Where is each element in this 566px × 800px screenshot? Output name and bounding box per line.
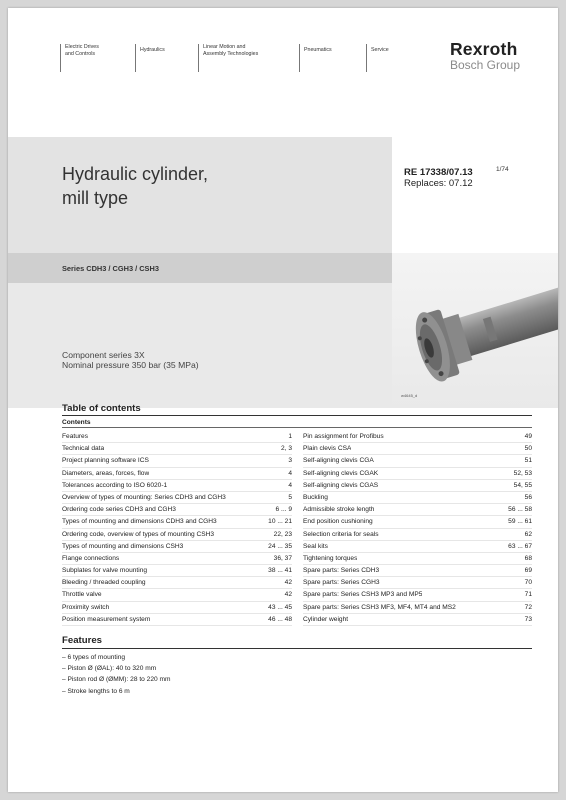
toc-page: 54, 55 (513, 481, 532, 489)
document-page (8, 8, 558, 792)
toc-title: Spare parts: Series CDH3 (303, 567, 380, 575)
title-line: Hydraulic cylinder, (62, 164, 209, 184)
nav-pneumatics[interactable] (299, 44, 366, 72)
toc-title: Cylinder weight (303, 615, 349, 623)
toc-page: 49 (524, 433, 532, 440)
toc-page: 1 (288, 433, 292, 440)
toc-title: Seal kits (303, 542, 328, 550)
toc-row[interactable] (303, 480, 532, 492)
toc-page: 51 (524, 457, 532, 465)
hydraulic-cylinder-image (392, 253, 558, 408)
toc-row[interactable] (62, 516, 292, 528)
toc-row[interactable] (62, 468, 292, 480)
toc-title: Proximity switch (62, 603, 110, 611)
component-series: Component series 3X (62, 350, 145, 360)
toc-page: 59 ... 61 (508, 518, 532, 526)
toc-page: 22, 23 (273, 530, 292, 538)
toc-page: 42 (284, 591, 292, 599)
toc-row[interactable] (303, 614, 532, 626)
nav-label: Linear Motion and (203, 44, 246, 50)
toc-row[interactable] (62, 492, 292, 504)
toc-page: 68 (524, 554, 532, 562)
nav-label: Pneumatics (304, 47, 332, 53)
toc-right-column (303, 431, 532, 626)
brand-logo (450, 39, 520, 72)
toc-page: 52, 53 (513, 469, 532, 477)
toc-page: 62 (524, 530, 532, 538)
nav-hydraulics[interactable] (135, 44, 198, 72)
toc-title: Admissible stroke length (303, 506, 375, 514)
nav-service[interactable] (366, 44, 411, 72)
toc-title: Diameters, areas, forces, flow (62, 469, 150, 477)
toc-row[interactable] (62, 614, 292, 626)
contents-label: Contents (62, 419, 91, 426)
features-list (62, 652, 170, 697)
feature-item: – Piston Ø (ØAL): 40 to 320 mm (62, 665, 157, 673)
toc-row[interactable] (62, 504, 292, 516)
feature-item: – 6 types of mounting (62, 654, 126, 661)
nav-label: and Controls (65, 50, 96, 57)
toc-title: Features (62, 433, 89, 440)
cylinder-photo (392, 253, 558, 408)
toc-page: 50 (524, 445, 532, 453)
series-label: Series CDH3 / CGH3 / CSH3 (62, 264, 159, 273)
toc-left-column (62, 431, 292, 626)
toc-title: Position measurement system (62, 615, 151, 623)
toc-row[interactable] (303, 565, 532, 577)
toc-page: 69 (524, 567, 532, 575)
toc-page: 2, 3 (281, 445, 292, 453)
toc-title: End position cushioning (303, 518, 373, 526)
toc-page: 36, 37 (273, 554, 292, 562)
toc-row[interactable] (303, 553, 532, 565)
toc-title: Self-aligning clevis CGAK (303, 469, 379, 477)
toc-page: 43 ... 45 (268, 603, 292, 611)
toc-heading: Table of contents (62, 403, 141, 414)
toc-row[interactable] (62, 589, 292, 601)
doc-number: RE 17338/07.13 (404, 167, 473, 178)
toc-row[interactable] (62, 602, 292, 614)
toc-row[interactable] (62, 565, 292, 577)
nav-label: Service (371, 47, 389, 53)
toc-row[interactable] (62, 529, 292, 541)
toc-row[interactable] (303, 443, 532, 455)
toc-page: 56 ... 58 (508, 506, 532, 514)
series-band (8, 253, 392, 283)
toc-title: Project planning software ICS (62, 457, 149, 465)
toc-row[interactable] (62, 480, 292, 492)
features-heading: Features (62, 635, 102, 646)
toc-page: 72 (524, 603, 532, 611)
component-band (8, 283, 392, 408)
photo-code: w4645_d (401, 393, 418, 398)
doc-replaces: Replaces: 07.12 (404, 177, 473, 189)
toc-page: 56 (524, 493, 532, 501)
toc-page: 63 ... 67 (508, 542, 532, 550)
divider (62, 427, 532, 428)
toc-title: Overview of types of mounting: Series CDH3 and CGH3 (62, 493, 226, 501)
feature-item: – Piston rod Ø (ØMM): 28 to 220 mm (62, 676, 171, 684)
toc-page: 46 ... 48 (268, 615, 292, 623)
toc-row[interactable] (62, 443, 292, 455)
toc-page: 24 ... 35 (268, 542, 292, 550)
toc-page: 6 ... 9 (275, 506, 292, 514)
toc-title: Tightening torques (303, 554, 358, 562)
toc-row[interactable] (303, 529, 532, 541)
toc-page: 70 (524, 579, 532, 587)
title-line: mill type (62, 188, 129, 209)
component-info (62, 351, 199, 371)
toc-row[interactable] (303, 602, 532, 614)
toc-page: 3 (288, 457, 292, 465)
brand-group: Bosch Group (449, 58, 520, 72)
toc-row[interactable] (62, 541, 292, 553)
toc-title: Self-aligning clevis CGAS (303, 481, 379, 489)
toc-title: Throttle valve (62, 591, 102, 599)
divider (62, 415, 532, 416)
toc-title: Spare parts: Series CGH3 (303, 579, 380, 587)
toc-row[interactable] (62, 577, 292, 589)
nav-linear-motion[interactable] (198, 44, 299, 72)
toc-row[interactable] (303, 492, 532, 504)
page-number: 1/74 (496, 166, 509, 173)
toc-title: Plain clevis CSA (303, 445, 352, 453)
feature-item: – Stroke lengths to 6 m (62, 687, 130, 695)
document-title (62, 162, 208, 211)
toc-row[interactable] (303, 541, 532, 553)
toc-title: Types of mounting and dimensions CDH3 and CGH3 (62, 518, 217, 526)
toc-title: Bleeding / threaded coupling (62, 579, 146, 587)
toc-page: 38 ... 41 (268, 567, 292, 575)
toc-row[interactable] (303, 455, 532, 467)
toc-title: Types of mounting and dimensions CSH3 (62, 542, 184, 550)
toc-title: Pin assignment for Profibus (303, 433, 384, 440)
toc-row[interactable] (303, 504, 532, 516)
toc-page: 4 (288, 469, 292, 477)
toc-row[interactable] (62, 431, 292, 443)
toc-row[interactable] (303, 468, 532, 480)
toc-title: Spare parts: Series CSH3 MF3, MF4, MT4 and MS2 (303, 603, 456, 611)
toc-row[interactable] (62, 455, 292, 467)
toc-row[interactable] (303, 577, 532, 589)
nav-label: Electric Drives (65, 44, 99, 50)
nav-label: Hydraulics (140, 47, 165, 53)
document-number (404, 168, 473, 190)
toc-title: Selection criteria for seals (303, 530, 379, 538)
divider (62, 648, 532, 649)
toc-row[interactable] (303, 589, 532, 601)
toc-title: Technical data (62, 445, 105, 453)
nav-electric-drives[interactable] (60, 44, 135, 72)
toc-page: 5 (288, 493, 292, 501)
toc-page: 73 (524, 615, 532, 623)
toc-title: Tolerances according to ISO 6020-1 (62, 481, 168, 489)
toc-title: Buckling (303, 493, 328, 501)
toc-page: 42 (284, 579, 292, 587)
toc-row[interactable] (62, 553, 292, 565)
toc-page: 4 (288, 481, 292, 489)
toc-page: 71 (524, 591, 532, 599)
top-navigation (60, 44, 411, 72)
brand-name: Rexroth (449, 39, 518, 59)
toc-title: Flange connections (62, 554, 120, 562)
toc-title: Spare parts: Series CSH3 MP3 and MP5 (303, 591, 423, 599)
toc-title: Self-aligning clevis CGA (303, 457, 374, 465)
toc-title: Subplates for valve mounting (62, 567, 148, 575)
toc-page: 10 ... 21 (268, 518, 292, 526)
toc-title: Ordering code series CDH3 and CGH3 (62, 506, 176, 514)
toc-row[interactable] (303, 516, 532, 528)
toc-title: Ordering code, overview of types of mounting CSH3 (62, 530, 215, 538)
toc-row[interactable] (303, 431, 532, 443)
nav-label: Assembly Technologies (203, 50, 259, 57)
nominal-pressure: Nominal pressure 350 bar (35 MPa) (62, 359, 199, 370)
